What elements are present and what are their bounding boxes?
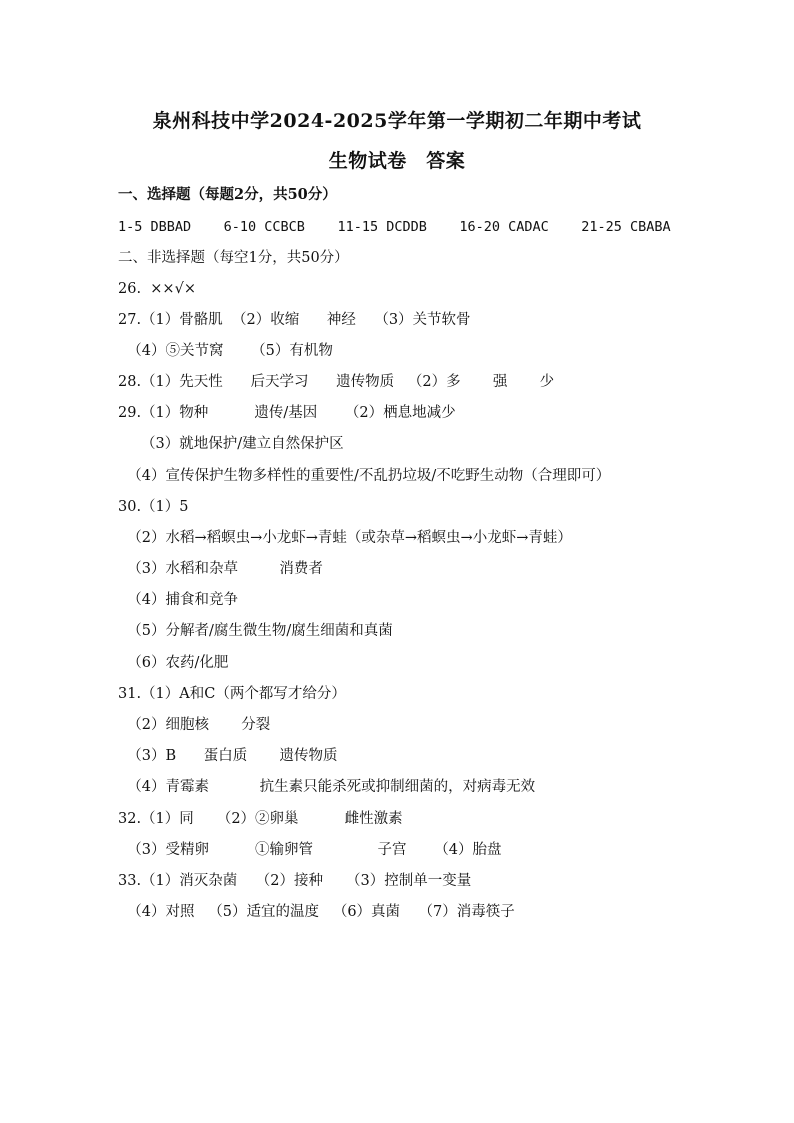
answer-line: 33.（1）消灭杂菌 （2）接种 （3）控制单一变量 bbox=[118, 873, 472, 889]
answer-line: （3）B 蛋白质 遗传物质 bbox=[118, 748, 338, 764]
answer-line: （3）就地保护/建立自然保护区 bbox=[118, 436, 344, 452]
answer-line: （4）⑤关节窝 （5）有机物 bbox=[118, 343, 333, 359]
answer-line: （3）水稻和杂草 消费者 bbox=[118, 561, 323, 577]
answer-line: （4）宣传保护生物多样性的重要性/不乱扔垃圾/不吃野生动物（合理即可） bbox=[118, 468, 611, 484]
choice-answers: 1-5 DBBAD 6-10 CCBCB 11-15 DCDDB 16-20 CADAC 21-25 CBABA bbox=[118, 219, 671, 235]
answer-line: 26. ××√× bbox=[118, 281, 196, 297]
page-subtitle: 生物试卷 答案 bbox=[328, 150, 466, 172]
answer-line: （4）青霉素 抗生素只能杀死或抑制细菌的，对病毒无效 bbox=[118, 779, 536, 795]
answer-line: （4）捕食和竞争 bbox=[118, 592, 238, 608]
answer-line: （4）对照 （5）适宜的温度 （6）真菌 （7）消毒筷子 bbox=[118, 904, 515, 920]
answer-line: 32.（1）同 （2）②卵巢 雌性激素 bbox=[118, 811, 403, 827]
page-title: 泉州科技中学2024-2025学年第一学期初二年期中考试 bbox=[152, 110, 642, 132]
answer-line: 28.（1）先天性 后天学习 遗传物质 （2）多 强 少 bbox=[118, 374, 555, 390]
answer-line: 30.（1）5 bbox=[118, 499, 189, 515]
answer-line: 29.（1）物种 遗传/基因 （2）栖息地减少 bbox=[118, 405, 456, 421]
section-heading-nonchoice: 二、非选择题（每空1分，共50分） bbox=[118, 250, 349, 266]
answer-line: （6）农药/化肥 bbox=[118, 655, 229, 671]
answer-line: （5）分解者/腐生微生物/腐生细菌和真菌 bbox=[118, 623, 393, 639]
answer-line: 31.（1）A和C（两个都写才给分） bbox=[118, 686, 346, 702]
answer-line: （2）水稻→稻螟虫→小龙虾→青蛙（或杂草→稻螟虫→小龙虾→青蛙） bbox=[118, 530, 572, 546]
section-heading-choice: 一、选择题（每题2分，共50分） bbox=[118, 186, 337, 203]
answer-line: （2）细胞核 分裂 bbox=[118, 717, 271, 733]
answer-line: （3）受精卵 ①输卵管 子宫 （4）胎盘 bbox=[118, 842, 502, 858]
answer-line: 27.（1）骨骼肌 （2）收缩 神经 （3）关节软骨 bbox=[118, 312, 471, 328]
